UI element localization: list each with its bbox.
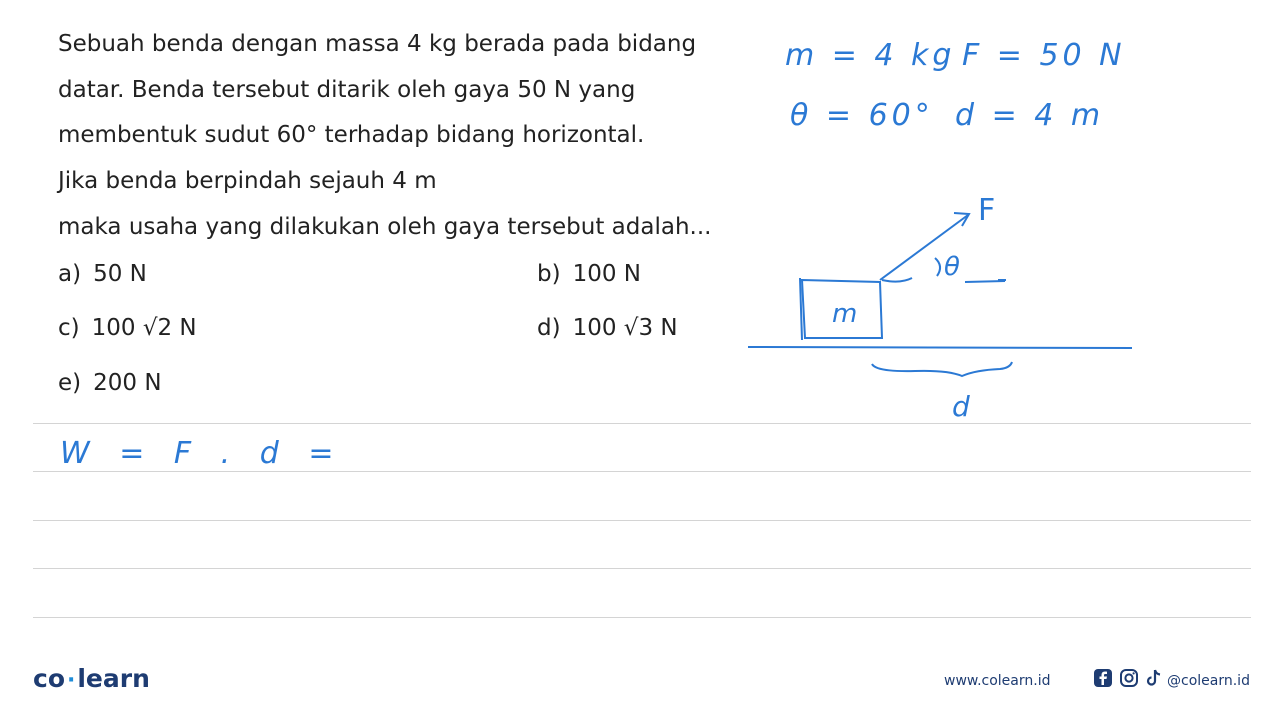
option-text: 50 N (93, 261, 147, 287)
given-mass: m = 4 kg (785, 38, 956, 73)
distance-label: d (952, 390, 970, 423)
option-label: d) (537, 315, 561, 341)
instagram-icon[interactable] (1119, 668, 1139, 688)
ruled-line (33, 423, 1251, 424)
option-e[interactable] (58, 368, 162, 398)
option-c[interactable] (58, 313, 197, 343)
option-text: 100 √3 N (572, 315, 678, 341)
ground-line (748, 347, 1132, 348)
option-text: 100 N (572, 261, 641, 287)
force-diagram (740, 180, 1140, 430)
mass-label: m (832, 299, 858, 329)
ruled-line (33, 520, 1251, 521)
option-b[interactable] (537, 259, 641, 289)
work-formula: W = F . d = (60, 436, 344, 471)
distance-brace (872, 362, 1012, 376)
website-url[interactable]: www.colearn.id (944, 673, 1051, 689)
given-distance: d = 4 m (955, 98, 1105, 133)
option-label: b) (537, 261, 561, 287)
angle-label: θ (944, 252, 960, 282)
option-label: e) (58, 370, 82, 396)
option-text: 100 √2 N (91, 315, 197, 341)
given-angle: θ = 60° (790, 98, 934, 133)
social-handle[interactable]: @colearn.id (1167, 673, 1250, 689)
question-line-5: maka usaha yang dilakukan oleh gaya tersebut adalah... (58, 214, 712, 240)
given-force: F = 50 N (962, 38, 1126, 73)
option-a[interactable] (58, 259, 147, 289)
option-d[interactable] (537, 313, 678, 343)
facebook-icon[interactable] (1093, 668, 1113, 688)
tiktok-icon[interactable] (1145, 668, 1163, 688)
colearn-logo: co·learn (33, 664, 150, 693)
question-line-1: Sebuah benda dengan massa 4 kg berada pada bidang (58, 31, 697, 57)
ruled-line (33, 617, 1251, 618)
option-label: a) (58, 261, 82, 287)
question-line-2: datar. Benda tersebut ditarik oleh gaya 50 N yang (58, 77, 636, 103)
ruled-line (33, 568, 1251, 569)
option-label: c) (58, 315, 80, 341)
question-line-4: Jika benda berpindah sejauh 4 m (58, 168, 437, 194)
question-line-3: membentuk sudut 60° terhadap bidang horizontal. (58, 122, 645, 148)
option-text: 200 N (93, 370, 162, 396)
force-label: F (978, 193, 996, 228)
ruled-line (33, 471, 1251, 472)
angle-arc (935, 258, 940, 276)
